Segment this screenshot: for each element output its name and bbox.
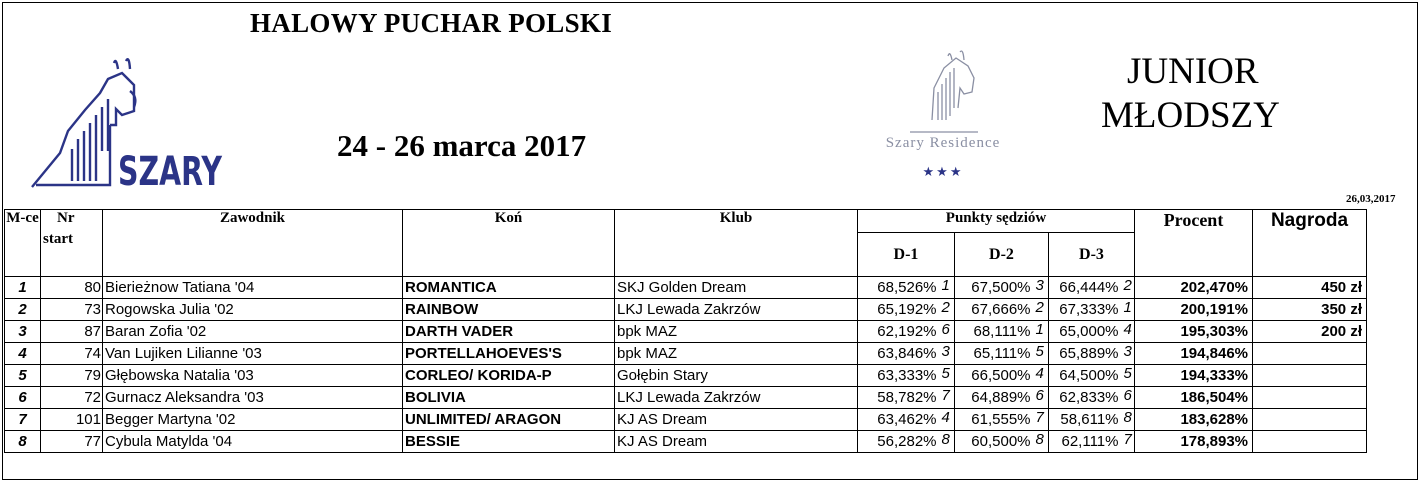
judge-d3-score: 65,889% — [1049, 343, 1121, 365]
club-name-cell: bpk MAZ — [615, 321, 858, 343]
judge-d1-rank: 2 — [939, 299, 955, 321]
prize-cell — [1253, 343, 1367, 365]
judge-d1-rank: 4 — [939, 409, 955, 431]
total-percent-cell: 200,191% — [1135, 299, 1253, 321]
place-cell: 3 — [5, 321, 41, 343]
horse-name-cell: PORTELLAHOEVES'S — [403, 343, 615, 365]
table-row — [5, 387, 1367, 409]
logo-stars-icon: ★★★ — [922, 165, 964, 180]
judge-d3-score: 67,333% — [1049, 299, 1121, 321]
col-header-d1: D-1 — [858, 233, 955, 277]
rider-name-cell: Głębowska Natalia '03 — [103, 365, 403, 387]
col-header-horse: Koń — [403, 210, 615, 277]
judge-d2-rank: 6 — [1033, 387, 1049, 409]
rider-name-cell: Cybula Matylda '04 — [103, 431, 403, 453]
judge-d2-score: 65,111% — [955, 343, 1033, 365]
table-row — [5, 277, 1367, 299]
prize-cell — [1253, 409, 1367, 431]
place-cell: 7 — [5, 409, 41, 431]
place-cell: 4 — [5, 343, 41, 365]
start-number-cell: 79 — [41, 365, 103, 387]
start-number-cell: 74 — [41, 343, 103, 365]
judge-d3-rank: 1 — [1121, 299, 1135, 321]
judge-d2-score: 64,889% — [955, 387, 1033, 409]
judge-d1-rank: 5 — [939, 365, 955, 387]
total-percent-cell: 195,303% — [1135, 321, 1253, 343]
prize-cell — [1253, 365, 1367, 387]
horse-name-cell: BOLIVIA — [403, 387, 615, 409]
total-percent-cell: 183,628% — [1135, 409, 1253, 431]
szary-residence-logo — [848, 48, 1038, 183]
table-row — [5, 365, 1367, 387]
judge-d3-rank: 6 — [1121, 387, 1135, 409]
club-name-cell: LKJ Lewada Zakrzów — [615, 387, 858, 409]
club-name-cell: SKJ Golden Dream — [615, 277, 858, 299]
col-header-d3: D-3 — [1049, 233, 1135, 277]
prize-cell — [1253, 387, 1367, 409]
place-cell: 6 — [5, 387, 41, 409]
judge-d2-rank: 8 — [1033, 431, 1049, 453]
start-number-cell: 77 — [41, 431, 103, 453]
rider-name-cell: Begger Martyna '02 — [103, 409, 403, 431]
place-cell: 5 — [5, 365, 41, 387]
place-cell: 1 — [5, 277, 41, 299]
szary-logo — [30, 55, 230, 195]
judge-d2-rank: 2 — [1033, 299, 1049, 321]
judge-d2-score: 67,500% — [955, 277, 1033, 299]
table-row — [5, 343, 1367, 365]
judge-d3-score: 58,611% — [1049, 409, 1121, 431]
judge-d3-score: 66,444% — [1049, 277, 1121, 299]
judge-d3-rank: 5 — [1121, 365, 1135, 387]
judge-d2-score: 60,500% — [955, 431, 1033, 453]
club-name-cell: Gołębin Stary — [615, 365, 858, 387]
col-header-judges: Punkty sędziów — [858, 210, 1135, 233]
col-header-d2: D-2 — [955, 233, 1049, 277]
print-date: 26,03,2017 — [1346, 193, 1396, 205]
prize-cell: 450 zł — [1253, 277, 1367, 299]
club-name-cell: bpk MAZ — [615, 343, 858, 365]
judge-d1-rank: 3 — [939, 343, 955, 365]
club-name-cell: KJ AS Dream — [615, 409, 858, 431]
table-row — [5, 321, 1367, 343]
judge-d1-score: 63,462% — [858, 409, 939, 431]
place-cell: 2 — [5, 299, 41, 321]
start-number-cell: 101 — [41, 409, 103, 431]
total-percent-cell: 202,470% — [1135, 277, 1253, 299]
results-table — [4, 209, 1367, 479]
start-number-cell: 72 — [41, 387, 103, 409]
judge-d2-score: 61,555% — [955, 409, 1033, 431]
judge-d1-rank: 6 — [939, 321, 955, 343]
judge-d1-rank: 1 — [939, 277, 955, 299]
judge-d1-score: 56,282% — [858, 431, 939, 453]
judge-d2-score: 66,500% — [955, 365, 1033, 387]
judge-d2-rank: 1 — [1033, 321, 1049, 343]
start-number-cell: 73 — [41, 299, 103, 321]
judge-d1-score: 58,782% — [858, 387, 939, 409]
col-header-prize: Nagroda — [1253, 210, 1367, 277]
rider-name-cell: Baran Zofia '02 — [103, 321, 403, 343]
horse-name-cell: CORLEO/ KORIDA-P — [403, 365, 615, 387]
horse-name-cell: BESSIE — [403, 431, 615, 453]
club-name-cell: LKJ Lewada Zakrzów — [615, 299, 858, 321]
header-row — [5, 210, 1367, 233]
judge-d3-score: 62,833% — [1049, 387, 1121, 409]
judge-d3-score: 62,111% — [1049, 431, 1121, 453]
col-header-nr: Nr start — [41, 210, 103, 277]
prize-cell: 350 zł — [1253, 299, 1367, 321]
start-number-cell: 80 — [41, 277, 103, 299]
judge-d1-score: 63,846% — [858, 343, 939, 365]
judge-d1-score: 68,526% — [858, 277, 939, 299]
table-row — [5, 431, 1367, 453]
category-line-1: JUNIOR — [1127, 51, 1259, 92]
szary-residence-logo-text: Szary Residence — [885, 135, 1001, 151]
judge-d3-score: 64,500% — [1049, 365, 1121, 387]
judge-d1-score: 63,333% — [858, 365, 939, 387]
judge-d3-rank: 8 — [1121, 409, 1135, 431]
judge-d1-rank: 8 — [939, 431, 955, 453]
judge-d2-rank: 5 — [1033, 343, 1049, 365]
empty-row — [5, 453, 1367, 480]
judge-d2-rank: 3 — [1033, 277, 1049, 299]
rider-name-cell: Gurnacz Aleksandra '03 — [103, 387, 403, 409]
judge-d3-score: 65,000% — [1049, 321, 1121, 343]
horse-name-cell: ROMANTICA — [403, 277, 615, 299]
col-header-rider: Zawodnik — [103, 210, 403, 277]
judge-d3-rank: 7 — [1121, 431, 1135, 453]
judge-d3-rank: 3 — [1121, 343, 1135, 365]
total-percent-cell: 194,846% — [1135, 343, 1253, 365]
total-percent-cell: 178,893% — [1135, 431, 1253, 453]
judge-d2-score: 67,666% — [955, 299, 1033, 321]
rider-name-cell: Bierieżnow Tatiana '04 — [103, 277, 403, 299]
col-header-percent: Procent — [1135, 210, 1253, 277]
judge-d1-rank: 7 — [939, 387, 955, 409]
start-number-cell: 87 — [41, 321, 103, 343]
judge-d2-rank: 7 — [1033, 409, 1049, 431]
place-cell: 8 — [5, 431, 41, 453]
rider-name-cell: Rogowska Julia '02 — [103, 299, 403, 321]
event-dates: 24 - 26 marca 2017 — [337, 128, 587, 163]
judge-d1-score: 62,192% — [858, 321, 939, 343]
total-percent-cell: 186,504% — [1135, 387, 1253, 409]
table-row — [5, 409, 1367, 431]
judge-d3-rank: 4 — [1121, 321, 1135, 343]
szary-logo-text: SZARY — [118, 149, 223, 195]
category-line-2: MŁODSZY — [1101, 95, 1280, 136]
col-header-place: M-ce — [5, 210, 41, 277]
horse-name-cell: UNLIMITED/ ARAGON — [403, 409, 615, 431]
judge-d2-score: 68,111% — [955, 321, 1033, 343]
judge-d2-rank: 4 — [1033, 365, 1049, 387]
prize-cell: 200 zł — [1253, 321, 1367, 343]
table-row — [5, 299, 1367, 321]
col-header-club: Klub — [615, 210, 858, 277]
prize-cell — [1253, 431, 1367, 453]
judge-d1-score: 65,192% — [858, 299, 939, 321]
judge-d3-rank: 2 — [1121, 277, 1135, 299]
horse-name-cell: DARTH VADER — [403, 321, 615, 343]
horse-name-cell: RAINBOW — [403, 299, 615, 321]
event-title: HALOWY PUCHAR POLSKI — [250, 8, 613, 38]
club-name-cell: KJ AS Dream — [615, 431, 858, 453]
rider-name-cell: Van Lujiken Lilianne '03 — [103, 343, 403, 365]
total-percent-cell: 194,333% — [1135, 365, 1253, 387]
